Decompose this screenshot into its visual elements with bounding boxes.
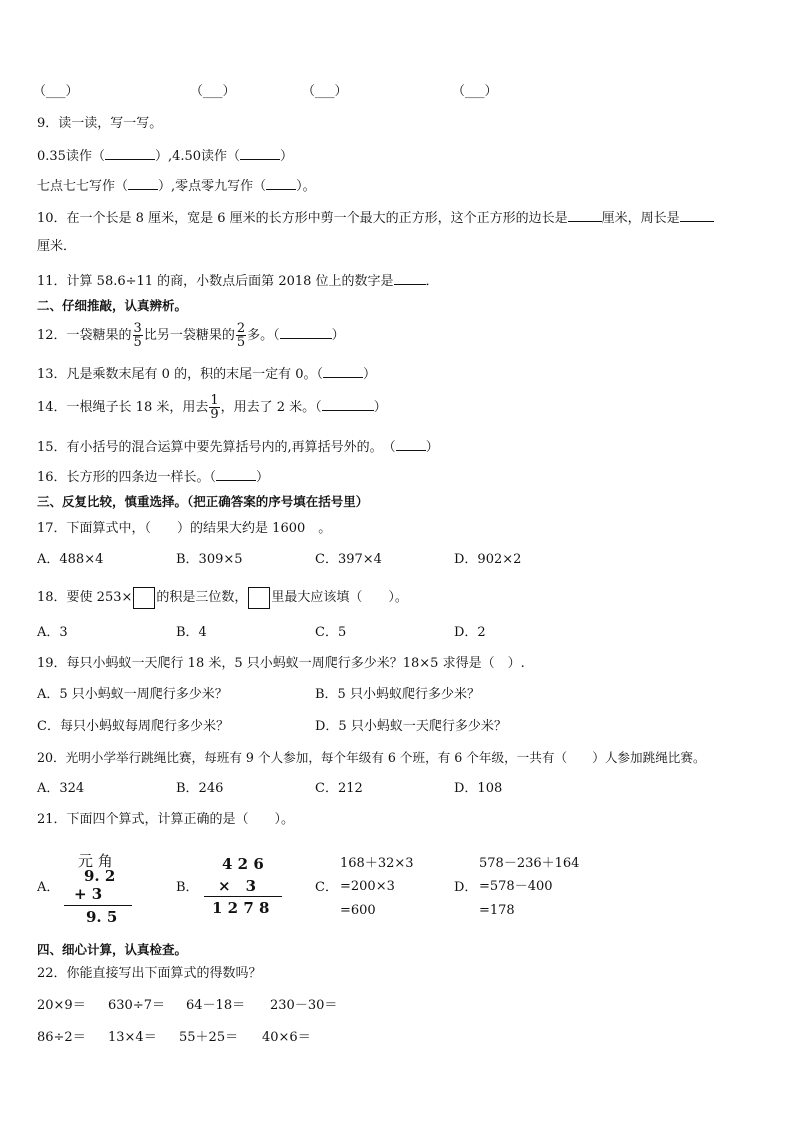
option-b: B．5 只小蚂蚁爬行多少米？ xyxy=(315,687,480,702)
option-b: B．4 xyxy=(176,625,207,640)
arithmetic-item: 64－18＝ xyxy=(186,998,246,1013)
calc-row: =178 xyxy=(479,903,515,918)
fraction: $\frac{3}{5}$ xyxy=(133,321,142,350)
option-b: B．246 xyxy=(176,781,224,796)
option-c-label: C． xyxy=(315,880,338,895)
question-15: 15．有小括号的混合运算中要先算括号内的,再算括号外的。 （ ） xyxy=(37,440,439,455)
calc-row: + 3 xyxy=(74,885,103,903)
question-11: 11．计算 58.6÷11 的商，小数点后面第 2018 位上的数字是 ． xyxy=(37,274,439,289)
section-4-heading: 四、细心计算，认真检查。 xyxy=(37,942,188,957)
calc-result: 9. 5 xyxy=(86,908,118,926)
option-d-label: D． xyxy=(454,880,478,895)
blank-box xyxy=(248,587,270,609)
arithmetic-item: 13×4＝ xyxy=(108,1030,157,1045)
question-12: 12．一袋糖果的 $\frac{3}{5}$ 比另一袋糖果的 $\frac{2}{5}$ 多。（ ） xyxy=(37,321,345,350)
option-a: A．5 只小蚂蚁一周爬行多少米？ xyxy=(37,687,228,702)
option-c: C．397×4 xyxy=(315,552,382,567)
q9-item-b: 4.50读作（ xyxy=(172,149,241,164)
question-22: 22．你能直接写出下面算式的得数吗？ xyxy=(37,966,262,981)
calc-result: 1 2 7 8 xyxy=(212,899,270,917)
question-17: 17．下面算式中，（ ）的结果大约是 1600 。 xyxy=(37,521,332,536)
answer-blank: （___） xyxy=(302,84,348,99)
calc-line xyxy=(64,905,132,906)
option-a: A．324 xyxy=(37,781,85,796)
question-19: 19．每只小蚂蚁一天爬行 18 米，5 只小蚂蚁一周爬行多少米？18×5 求得是（ ）. xyxy=(37,656,525,671)
calc-row: =578－400 xyxy=(479,879,553,894)
arithmetic-item: 230－30＝ xyxy=(270,998,338,1013)
calc-row: 168＋32×3 xyxy=(340,856,414,871)
question-10-line-2: 厘米． xyxy=(37,239,77,254)
calc-row: × 3 xyxy=(218,877,257,895)
section-3-heading: 三、反复比较，慎重选择。（把正确答案的序号填在括号里） xyxy=(37,494,369,509)
answer-blank: （___） xyxy=(33,84,79,99)
q9-item-a: 0.35读作（ xyxy=(37,149,105,164)
option-a-label: A． xyxy=(37,880,60,895)
arithmetic-item: 40×6＝ xyxy=(262,1030,311,1045)
question-13: 13．凡是乘数末尾有 0 的，积的末尾一定有 0。（ ） xyxy=(37,367,376,382)
option-b-label: B． xyxy=(176,880,199,895)
blank-box xyxy=(133,587,155,609)
option-b: B．309×5 xyxy=(176,552,243,567)
option-a: A．488×4 xyxy=(37,552,104,567)
arithmetic-item: 55＋25＝ xyxy=(179,1030,239,1045)
calc-row: =600 xyxy=(340,903,376,918)
fraction: $\frac{2}{5}$ xyxy=(236,321,246,350)
calc-row: 9. 2 xyxy=(84,867,116,885)
option-c: C．212 xyxy=(315,781,363,796)
answer-blank: （___） xyxy=(452,84,498,99)
question-14: 14．一根绳子长 18 米，用去 $\frac{1}{9}$ ，用去了 2 米。（ ） xyxy=(37,393,387,422)
arithmetic-item: 630÷7＝ xyxy=(108,998,165,1013)
question-9-title: 9．读一读，写一写。 xyxy=(37,116,163,131)
question-16: 16．长方形的四条边一样长。（ ） xyxy=(37,470,270,485)
option-d: D．2 xyxy=(454,625,486,640)
question-18: 18．要使 253× 的积是三位数， 里最大应该填（ ）。 xyxy=(37,586,408,610)
fraction: $\frac{1}{9}$ xyxy=(210,393,219,422)
calc-row: =200×3 xyxy=(340,879,395,894)
question-20: 20．光明小学举行跳绳比赛，每班有 9 个人参加，每个年级有 6 个班，有 6 个年级，一共有（ ）人参加跳绳比赛。 xyxy=(37,750,706,765)
question-9-line-1: 0.35读作（ ）,4.50读作（ ） xyxy=(37,149,294,164)
calc-line xyxy=(204,896,282,897)
question-21: 21．下面四个算式，计算正确的是（ ）。 xyxy=(37,812,295,827)
question-9-line-2: 七点七七写作（ ）,零点零九写作（ ）。 xyxy=(37,179,316,194)
option-a: A．3 xyxy=(37,625,68,640)
option-d: D．902×2 xyxy=(454,552,522,567)
question-10-line-1: 10．在一个长是 8 厘米，宽是 6 厘米的长方形中剪一个最大的正方形，这个正方形的边长是 厘米，周长是 xyxy=(37,209,714,227)
calc-row: 578－236＋164 xyxy=(479,856,580,871)
option-c: C．5 xyxy=(315,625,347,640)
calc-row: 4 2 6 xyxy=(222,855,264,873)
option-c: C．每只小蚂蚁每周爬行多少米？ xyxy=(37,719,229,734)
calc-header: 元 角 xyxy=(78,852,113,870)
option-d: D．108 xyxy=(454,781,503,796)
q9-item-c: 七点七七写作（ xyxy=(37,179,129,194)
q9-item-d: 零点零九写作（ xyxy=(175,179,267,194)
arithmetic-item: 20×9＝ xyxy=(37,998,86,1013)
section-2-heading: 二、仔细推敲，认真辨析。 xyxy=(37,298,188,313)
arithmetic-item: 86÷2＝ xyxy=(37,1030,86,1045)
option-d: D．5 只小蚂蚁一天爬行多少米？ xyxy=(315,719,507,734)
answer-blank: （___） xyxy=(190,84,236,99)
